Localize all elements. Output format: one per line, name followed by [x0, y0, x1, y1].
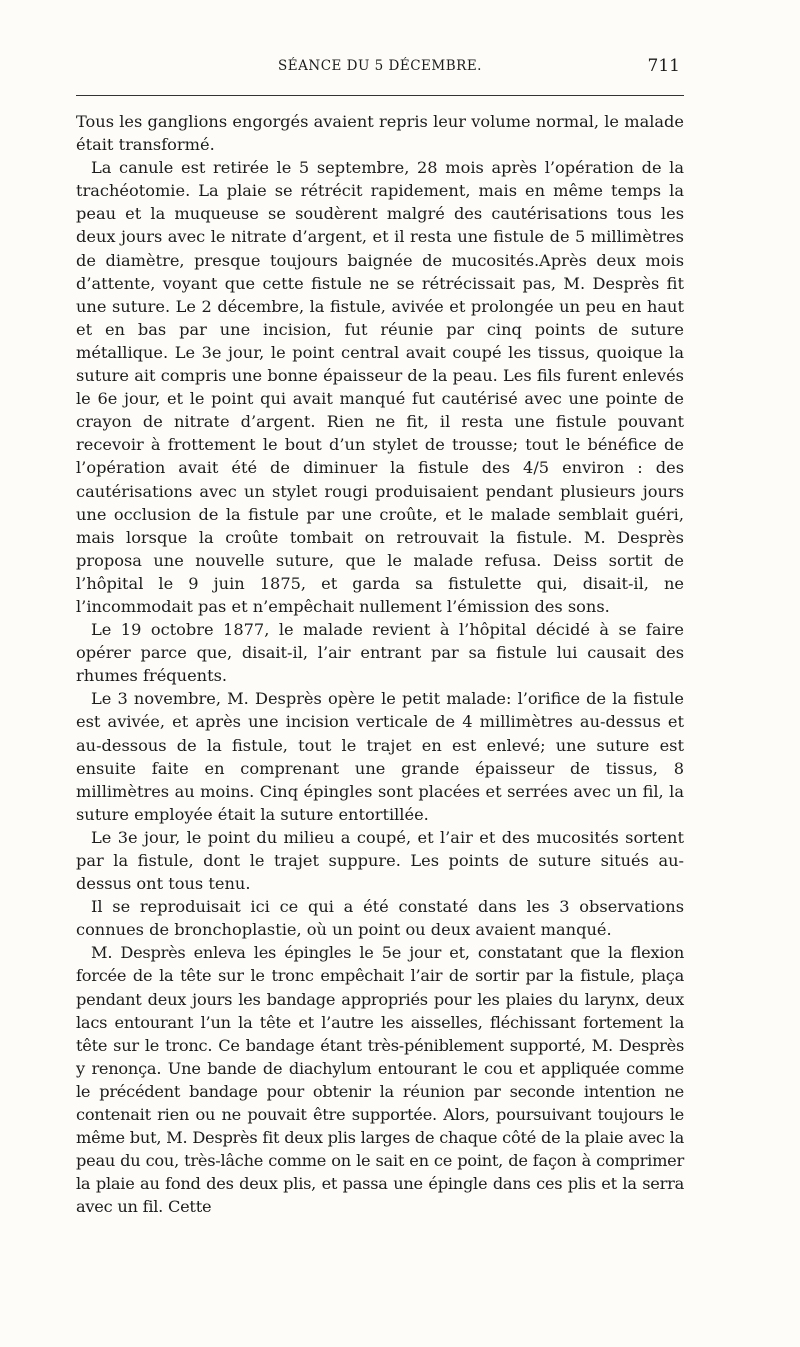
- paragraph: Le 19 octobre 1877, le malade revient à l’hôpital décidé à se faire opérer parce que, disait-il, l’air entrant par sa fistule lui causait des rhumes fréquents.: [76, 620, 684, 686]
- body-text: [76, 110, 684, 1219]
- paragraph: Tous les ganglions engorgés avaient repris leur volume normal, le malade était transformé.: [76, 112, 684, 155]
- page-number: 711: [647, 56, 680, 76]
- paragraph: Il se reproduisait ici ce qui a été constaté dans les 3 observations connues de bronchoplastie, où un point ou deux avaient manqué.: [76, 897, 684, 940]
- header-rule: [76, 95, 684, 96]
- paragraph: La canule est retirée le 5 septembre, 28 mois après l’opération de la trachéotomie. La plaie se rétrécit rapidement, mais en même temps la peau et la muqueuse se soudèrent malgré des cautérisations tous les deux jours avec le nitrate d’argent, et il resta une fistule de 5 millimètres de diamètre, presque toujours baignée de mucosités.Après deux mois d’attente, voyant que cette fistule ne se rétrécissait pas, M. Desprès fit une suture. Le 2 décembre, la fistule, avivée et prolongée un peu en haut et en bas par une incision, fut réunie par cinq points de suture métallique. Le 3e jour, le point central avait coupé les tissus, quoique la suture ait compris une bonne épaisseur de la peau. Les fils furent enlevés le 6e jour, et le point qui avait manqué fut cautérisé avec une pointe de crayon de nitrate d’argent. Rien ne fit, il resta une fistule pouvant recevoir à frottement le bout d’un stylet de trousse; tout le bénéfice de l’opération avait été de diminuer la fistule des 4/5 environ : des cautérisations avec un stylet rougi produisaient pendant plusieurs jours une occlusion de la fistule par une croûte, et le malade semblait guéri, mais lorsque la croûte tombait on retrouvait la fistule. M. Desprès proposa une nouvelle suture, que le malade refusa. Deiss sortit de l’hôpital le 9 juin 1875, et garda sa fistulette qui, disait-il, ne l’incommodait pas et n’empêchait nullement l’émission des sons.: [76, 158, 684, 616]
- paragraph: Le 3 novembre, M. Desprès opère le petit malade: l’orifice de la fistule est avivée, et après une incision verticale de 4 millimètres au-dessus et au-dessous de la fistule, tout le trajet en est enlevé; une suture est ensuite faite en comprenant une grande épaisseur de tissus, 8 millimètres au moins. Cinq épingles sont placées et serrées avec un fil, la suture employée était la suture entortillée.: [76, 689, 684, 824]
- running-title: SÉANCE DU 5 DÉCEMBRE.: [278, 58, 482, 74]
- page-header: [76, 58, 684, 86]
- paragraph: Le 3e jour, le point du milieu a coupé, et l’air et des mucosités sortent par la fistule, dont le trajet suppure. Les points de suture situés au-dessus ont tous tenu.: [76, 827, 684, 894]
- paragraph: M. Desprès enleva les épingles le 5e jour et, constatant que la flexion forcée de la tête sur le tronc empêchait l’air de sortir par la fistule, plaça pendant deux jours les bandage appropriés pour les plaies du larynx, deux lacs entourant l’un la tête et l’autre les aisselles, fléchissant fortement la tête sur le tronc. Ce bandage étant très-péniblement supporté, M. Desprès y renonça. Une bande de diachylum entourant le cou et appliquée comme le précédent bandage pour obtenir la réunion par seconde intention ne contenait rien ou ne pouvait être supportée. Alors, poursuivant toujours le même but, M. Desprès fit deux plis larges de chaque côté de la plaie avec la peau du cou, très-lâche comme on le sait en ce point, de façon à comprimer la plaie au fond des deux plis, et passa une épingle dans ces plis et la serra avec un fil. Cette: [76, 943, 684, 1217]
